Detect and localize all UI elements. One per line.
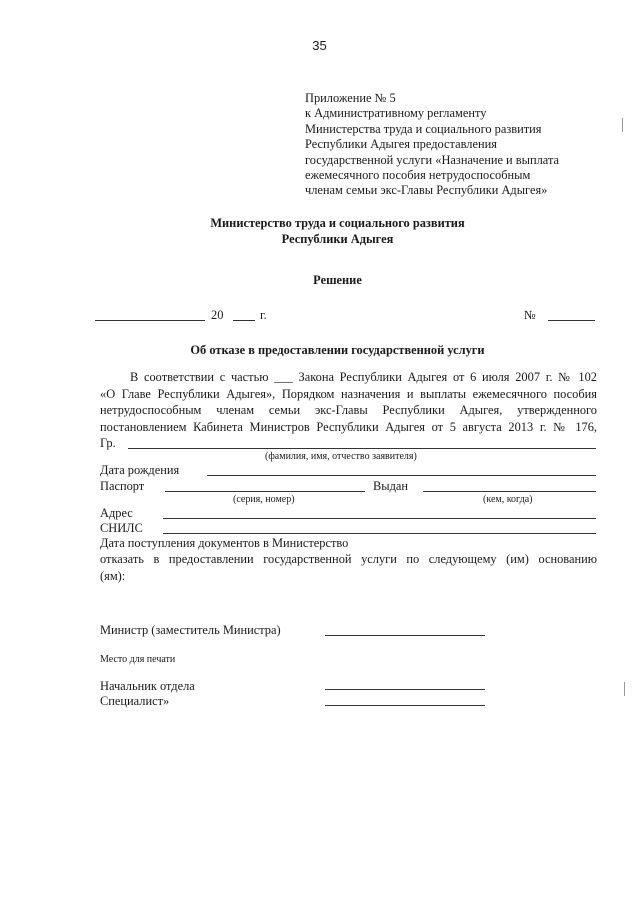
annex-line: ежемесячного пособия нетрудоспособным (305, 168, 531, 183)
specialist-signature-line[interactable] (325, 705, 485, 706)
birth-label: Дата рождения (100, 463, 180, 477)
body-paragraph (100, 369, 597, 435)
refusal-paragraph (100, 551, 597, 584)
body-line: «О Главе Республики Адыгея», Порядком назначения и выплаты ежемесячного пособия (100, 386, 597, 401)
passport-hint: (серия, номер) (233, 494, 295, 505)
refusal-line: отказать в предоставлении государственной услуги по следующему (им) основанию (100, 552, 597, 566)
citizen-line[interactable] (128, 448, 596, 449)
annex-line: к Административному регламенту (305, 106, 487, 121)
specialist-label: Специалист» (100, 694, 170, 708)
annex-block (305, 91, 559, 199)
docs-date-label: Дата поступления документов в Министерство (100, 536, 349, 550)
scan-mark (622, 118, 623, 132)
annex-line: Приложение № 5 (305, 91, 396, 105)
scan-mark (624, 682, 625, 696)
passport-label: Паспорт (100, 479, 145, 493)
number-line (548, 320, 595, 321)
body-line: В соответствии с частью ___ Закона Республики Адыгея от 6 июля 2007 г. № 102 (130, 370, 597, 384)
birth-line[interactable] (207, 475, 596, 476)
snils-label: СНИЛС (100, 521, 143, 535)
stamp-label: Место для печати (100, 654, 176, 665)
address-label: Адрес (100, 506, 133, 520)
ministry-title-line1: Министерство труда и социального развития (210, 216, 465, 230)
minister-label: Министр (заместитель Министра) (100, 623, 281, 637)
issued-line[interactable] (423, 491, 596, 492)
page-number: 35 (312, 38, 327, 53)
issued-label: Выдан (373, 479, 409, 493)
annex-line: членам семьи экс-Главы Республики Адыгея» (305, 183, 548, 198)
refusal-line: (ям): (100, 568, 126, 583)
date-day-month-line (95, 320, 205, 321)
body-line: нетрудоспособным членам семьи экс-Главы Республики Адыгея, утвержденного (100, 403, 597, 417)
ministry-title-line2: Республики Адыгея (281, 232, 394, 246)
snils-line[interactable] (163, 533, 596, 534)
annex-line: Республики Адыгея предоставления (305, 137, 497, 152)
body-line: постановлением Кабинета Министров Республики Адыгея от 5 августа 2013 г. № 176, (100, 419, 597, 434)
address-line[interactable] (163, 518, 596, 519)
annex-line: Министерства труда и социального развития (305, 121, 542, 136)
issued-hint: (кем, когда) (483, 494, 533, 505)
annex-line: государственной услуги «Назначение и выплата (305, 152, 560, 167)
minister-signature-line[interactable] (325, 635, 485, 636)
citizen-hint: (фамилия, имя, отчество заявителя) (265, 451, 417, 462)
year-line (233, 320, 255, 321)
year-prefix: 20 (211, 308, 224, 322)
head-of-dept-label: Начальник отдела (100, 679, 195, 693)
year-suffix: г. (260, 308, 267, 322)
head-of-dept-signature-line[interactable] (325, 689, 485, 690)
subject-title: Об отказе в предоставлении государственной услуги (190, 343, 485, 357)
citizen-label: Гр. (100, 436, 116, 450)
decision-title: Решение (313, 273, 362, 287)
number-sign: № (524, 308, 536, 322)
passport-line[interactable] (165, 491, 365, 492)
